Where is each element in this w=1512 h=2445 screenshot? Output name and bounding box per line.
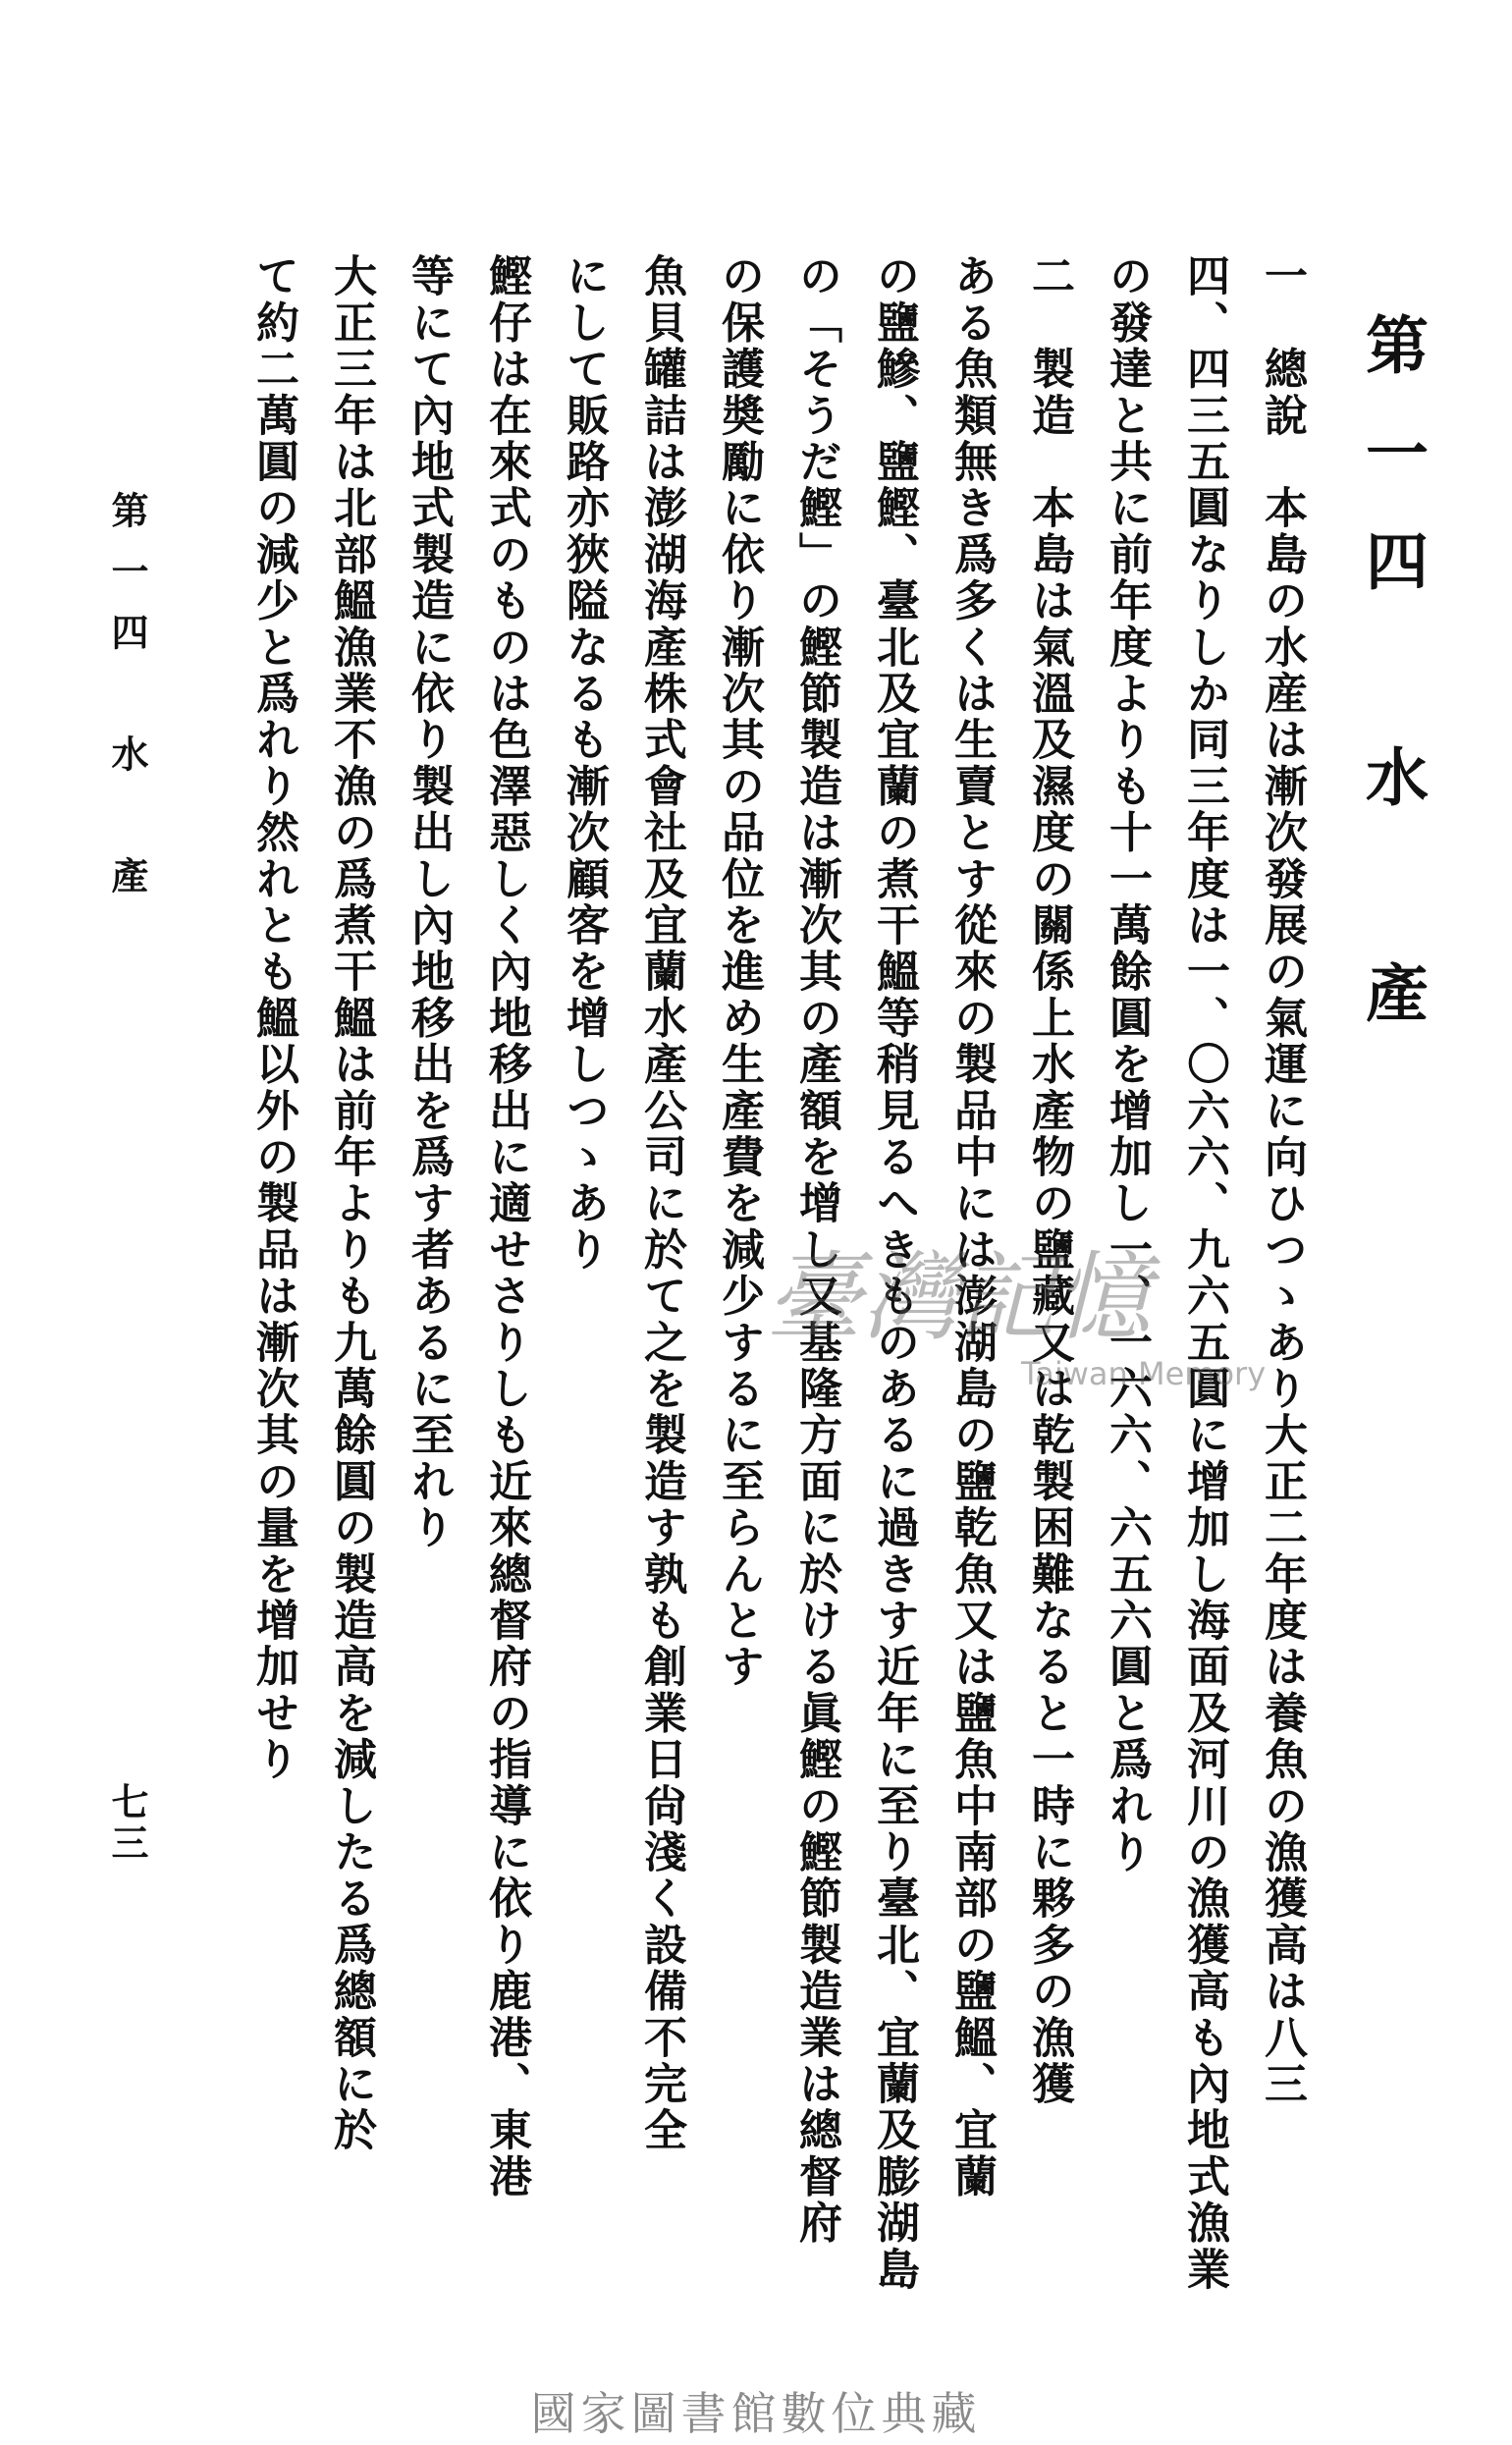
text-column: の「そうだ鰹」の鰹節製造は漸次其の產額を增し又基隆方面に於ける眞鰹の鰹節製造業は總督府 (791, 253, 841, 2247)
text-column: 魚貝罐詰は澎湖海產株式會社及宜蘭水產公司に於て之を製造す孰も創業日尙淺く設備不完全 (636, 253, 686, 2154)
watermark-title: 臺灣記憶 (766, 1242, 1152, 1354)
chapter-title: 第一四 水 產 (1355, 312, 1429, 1068)
running-head: 第一四 水 產 (105, 491, 149, 917)
text-column: 四、四三五圓なりしか同三年度は一、〇六六、九六五圓に增加し海面及河川の漁獲高も內地式漁業 (1179, 253, 1229, 2293)
footer-credit: 國家圖書館數位典藏 (530, 2387, 982, 2440)
text-column: 一 總說 本島の水産は漸次發展の氣運に向ひつゝあり大正二年度は養魚の漁獲高は八三 (1257, 253, 1307, 2107)
text-column: 等にて內地式製造に依り製出し內地移出を爲す者あるに至れり (404, 253, 454, 1551)
text-column: の保護奬勵に依り漸次其の品位を進め生產費を減少するに至らんとす (714, 253, 764, 1691)
text-column: にして販路亦狹隘なるも漸次顧客を增しつゝあり (559, 253, 609, 1274)
text-column: の發達と共に前年度よりも十一萬餘圓を增加し一、一六六、六五六圓と爲れり (1102, 253, 1152, 1875)
text-column: 大正三年は北部鰮漁業不漁の爲煮干鰮は前年よりも九萬餘圓の製造高を減したる爲總額に於 (326, 253, 376, 2154)
page-number: 七三 (105, 1782, 149, 1865)
text-column: ある魚類無き爲多くは生賣とす從來の製品中には澎湖島の鹽乾魚又は鹽魚中南部の鹽鰮、宜蘭 (946, 253, 997, 2200)
text-column: 鰹仔は在來式のものは色澤惡しく內地移出に適せさりしも近來總督府の指導に依り鹿港、東港 (481, 253, 531, 2200)
text-column: て約二萬圓の減少と爲れり然れとも鰮以外の製品は漸次其の量を增加せり (248, 253, 298, 1783)
text-column: の鹽鰺、鹽鰹、臺北及宜蘭の煮干鰮等稍見るへきものあるに過きす近年に至り臺北、宜蘭及膨湖島 (869, 253, 919, 2293)
watermark-subtitle: Taiwan Memory (1021, 1355, 1267, 1392)
text-column: 二 製造 本島は氣溫及濕度の關係上水產物の鹽藏又は乾製困難なると一時に夥多の漁獲 (1024, 253, 1074, 2107)
